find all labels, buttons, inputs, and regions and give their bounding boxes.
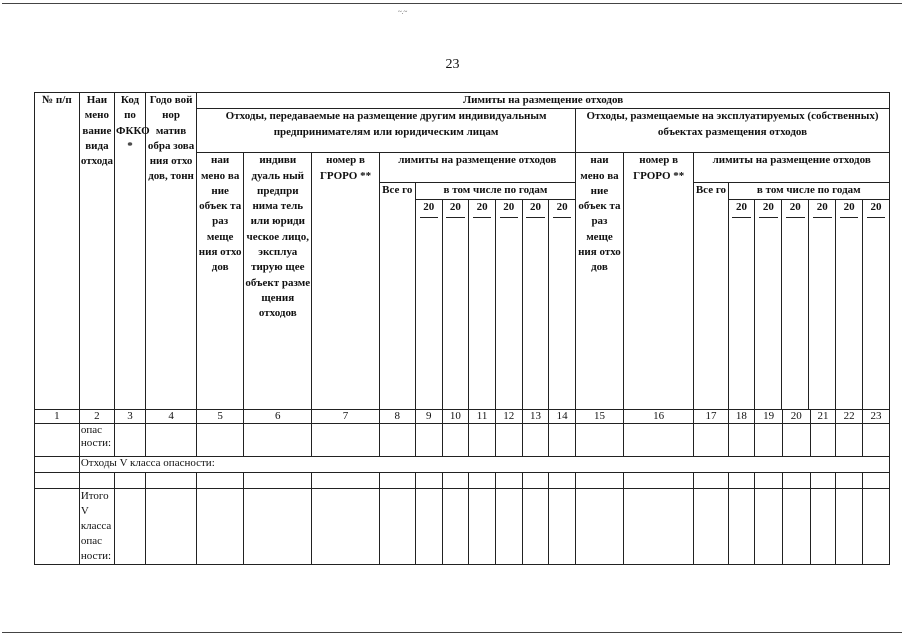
header-years-group (415, 183, 575, 409)
year-label: 20 (556, 200, 568, 213)
header-total-2: Все го (694, 183, 728, 409)
colnum: 4 (145, 409, 196, 423)
year-label: 20 (735, 200, 747, 213)
year-cell (755, 200, 782, 409)
total-v-label: Итого V класса опас ности: (79, 488, 114, 564)
colnum: 18 (728, 409, 755, 423)
cell (35, 456, 80, 472)
year-label: 20 (870, 200, 882, 213)
page-number: 23 (445, 57, 460, 72)
year-dash (526, 217, 544, 218)
year-label: 20 (423, 200, 435, 213)
section-v-title: Отходы V класса опасности: (79, 456, 889, 472)
scan-bottom-line (2, 632, 902, 633)
waste-limits-table (34, 92, 890, 565)
header-entrepreneur: индиви дуаль ный предпри нима тель или юриди ческое лицо, эксплуа тирую щее объект разме щения отходов (244, 153, 312, 409)
year-label: 20 (529, 200, 541, 213)
year-dash (473, 217, 491, 218)
header-fkko: Код по ФККО * (115, 93, 146, 410)
section-row (35, 456, 890, 472)
year-cell (443, 200, 470, 409)
colnum: 17 (694, 409, 728, 423)
year-cell (549, 200, 575, 409)
scan-top-line (2, 3, 902, 4)
header-object-name: наи мено ва ние объек та раз меще ния отхо дов (197, 153, 244, 409)
colnum: 7 (312, 409, 379, 423)
year-cell (469, 200, 496, 409)
header-num: № п/п (35, 93, 80, 410)
header-groro-2: номер в ГРОРО ** (623, 153, 693, 409)
year-dash (840, 217, 859, 218)
year-dash (759, 217, 778, 218)
year-cell (416, 200, 443, 409)
header-total: Все го (379, 183, 415, 409)
year-cell (729, 200, 756, 409)
colnum: 22 (836, 409, 863, 423)
scan-mark: ~.~ (398, 8, 408, 16)
header-object-name-2: наи мено ва ние объек та раз меще ния отхо дов (575, 153, 623, 409)
colnum: 1 (35, 409, 80, 423)
colnum: 9 (415, 409, 442, 423)
header-name: Наи мено вание вида отхода (79, 93, 114, 410)
colnum: 8 (379, 409, 415, 423)
colnum: 15 (575, 409, 623, 423)
colnum: 12 (495, 409, 522, 423)
cell (35, 423, 80, 456)
year-dash (732, 217, 751, 218)
year-label: 20 (816, 200, 828, 213)
colnum: 14 (549, 409, 576, 423)
year-dash (553, 217, 571, 218)
year-label: 20 (843, 200, 855, 213)
year-dash (446, 217, 464, 218)
header-by-years-2: в том числе по годам (729, 183, 889, 199)
header-by-years: в том числе по годам (416, 183, 575, 199)
colnum: 16 (623, 409, 693, 423)
table-row (35, 423, 890, 456)
table-row (35, 472, 890, 488)
header-group-own: Отходы, размещаемые на эксплуатируемых (собственных) объектах размещения отходов (575, 109, 889, 153)
colnum: 10 (442, 409, 469, 423)
year-cell (836, 200, 863, 409)
year-label: 20 (503, 200, 515, 213)
column-numbers-row (35, 409, 890, 423)
colnum: 3 (115, 409, 146, 423)
year-dash (813, 217, 832, 218)
table-row (35, 488, 890, 564)
year-cells (416, 200, 575, 409)
year-cell (496, 200, 523, 409)
year-label: 20 (789, 200, 801, 213)
header-limits-sub-2: лимиты на размещение отходов (694, 153, 890, 183)
colnum: 5 (197, 409, 244, 423)
colnum: 11 (469, 409, 496, 423)
year-cells-2 (729, 200, 889, 409)
year-cell (782, 200, 809, 409)
year-dash (420, 217, 438, 218)
header-group-transfer: Отходы, передаваемые на размещение другим индивидуальным предпринимателям или юридическим лицам (197, 109, 576, 153)
cell (35, 488, 80, 564)
year-dash (786, 217, 805, 218)
colnum: 6 (244, 409, 312, 423)
colnum: 21 (810, 409, 836, 423)
year-dash (867, 217, 886, 218)
header-groro: номер в ГРОРО ** (312, 153, 379, 409)
header-limits-sub: лимиты на размещение отходов (379, 153, 575, 183)
header-norm: Годо вой нор матив обра зова ния отхо дов, тонн (145, 93, 196, 410)
year-label: 20 (449, 200, 461, 213)
colnum: 2 (79, 409, 114, 423)
row-name: опас ности: (79, 423, 114, 456)
colnum: 23 (862, 409, 889, 423)
colnum: 19 (755, 409, 783, 423)
year-cell (863, 200, 889, 409)
year-label: 20 (476, 200, 488, 213)
colnum: 20 (782, 409, 810, 423)
header-limits: Лимиты на размещение отходов (197, 93, 890, 109)
year-cell (809, 200, 836, 409)
header-years-group-2 (728, 183, 889, 409)
colnum: 13 (522, 409, 549, 423)
year-cell (523, 200, 550, 409)
year-label: 20 (762, 200, 774, 213)
year-dash (500, 217, 518, 218)
